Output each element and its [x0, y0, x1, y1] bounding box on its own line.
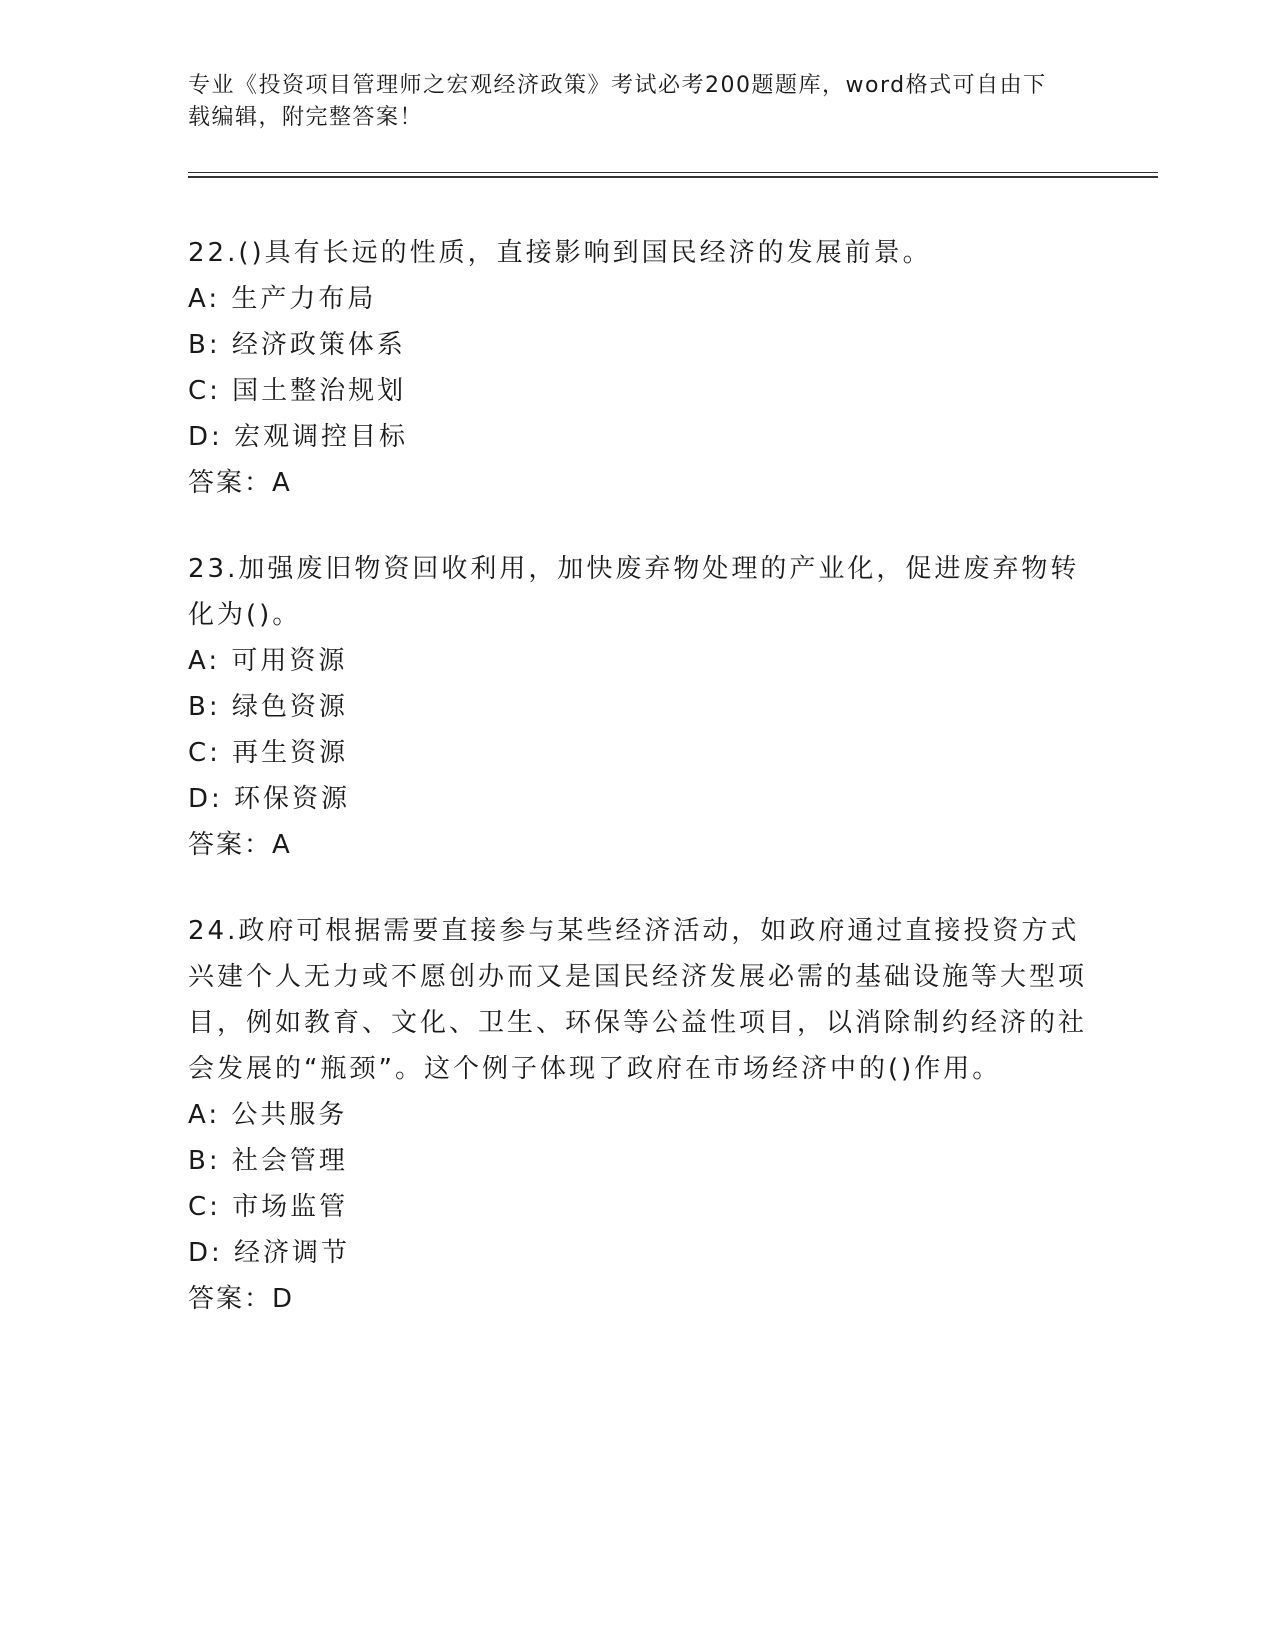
question-23: [188, 546, 1158, 868]
option-a: A: 生产力布局: [188, 284, 377, 314]
option-b: B: 经济政策体系: [188, 330, 406, 360]
option-d: D: 环保资源: [188, 784, 351, 814]
option-c: C: 市场监管: [188, 1192, 349, 1222]
header-divider: [188, 172, 1158, 178]
question-24: [188, 908, 1158, 1322]
option-b: B: 绿色资源: [188, 692, 348, 722]
question-stem: 22.()具有长远的性质，直接影响到国民经济的发展前景。: [188, 238, 932, 268]
answer: 答案：A: [188, 830, 292, 860]
option-c: C: 再生资源: [188, 738, 349, 768]
option-c: C: 国土整治规划: [188, 376, 407, 406]
question-stem: 23.加强废旧物资回收利用，加快废弃物处理的产业化，促进废弃物转化为()。: [188, 554, 1080, 630]
document-page: [188, 70, 1158, 1322]
answer: 答案：A: [188, 468, 292, 498]
option-a: A: 公共服务: [188, 1100, 348, 1130]
document-header: 专业《投资项目管理师之宏观经济政策》考试必考200题题库，word格式可自由下载编辑，附完整答案！: [188, 73, 1047, 130]
option-a: A: 可用资源: [188, 646, 348, 676]
question-stem: 24.政府可根据需要直接参与某些经济活动，如政府通过直接投资方式兴建个人无力或不愿创办而又是国民经济发展必需的基础设施等大型项目，例如教育、文化、卫生、环保等公益性项目，以消除制约经济的社会发展的“瓶颈”。这个例子体现了政府在市场经济中的()作用。: [188, 916, 1088, 1084]
option-b: B: 社会管理: [188, 1146, 348, 1176]
question-22: [188, 230, 1158, 506]
answer: 答案：D: [188, 1284, 295, 1314]
option-d: D: 经济调节: [188, 1238, 351, 1268]
option-d: D: 宏观调控目标: [188, 422, 409, 452]
